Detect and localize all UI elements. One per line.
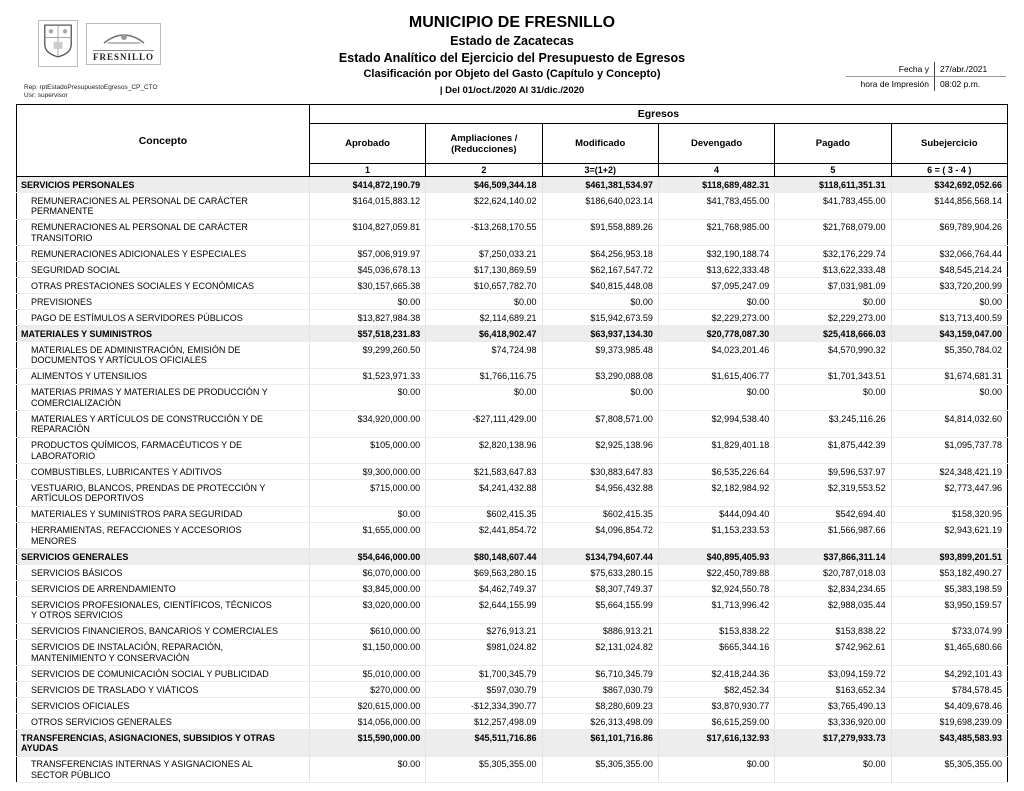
value-cell: $9,596,537.97	[775, 464, 891, 480]
print-time-value: 08:02 p.m.	[934, 77, 1006, 91]
table-row	[17, 639, 1008, 666]
value-cell: $63,937,134.30	[542, 326, 658, 342]
value-cell: $5,350,784.02	[891, 342, 1007, 369]
value-cell: $45,036,678.13	[309, 262, 425, 278]
table-row	[17, 342, 1008, 369]
value-cell: $2,988,035.44	[775, 597, 891, 624]
value-cell: $1,674,681.31	[891, 368, 1007, 384]
value-cell: $7,095,247.09	[658, 278, 774, 294]
table-row	[17, 310, 1008, 326]
value-cell: $163,652.34	[775, 682, 891, 698]
concept-cell: SERVICIOS GENERALES	[17, 549, 310, 565]
state-subtitle: Estado de Zacatecas	[450, 34, 574, 48]
value-cell: $2,441,854.72	[426, 522, 542, 549]
concept-cell: COMBUSTIBLES, LUBRICANTES Y ADITIVOS	[17, 464, 310, 480]
fresnillo-logo-text: FRESNILLO	[93, 51, 155, 62]
value-cell: $40,815,448.08	[542, 278, 658, 294]
table-row	[17, 714, 1008, 730]
value-cell: $3,290,088.08	[542, 368, 658, 384]
value-cell: $542,694.40	[775, 506, 891, 522]
table-row	[17, 193, 1008, 220]
value-cell: $4,462,749.37	[426, 581, 542, 597]
value-cell: $0.00	[658, 756, 774, 783]
concept-cell: OTROS SERVICIOS GENERALES	[17, 714, 310, 730]
value-cell: $6,710,345.79	[542, 666, 658, 682]
value-cell: $1,713,996.42	[658, 597, 774, 624]
concept-cell: SERVICIOS FINANCIEROS, BANCARIOS Y COMERCIALES	[17, 623, 310, 639]
value-cell: $20,787,018.03	[775, 565, 891, 581]
value-cell: $2,131,024.82	[542, 639, 658, 666]
value-cell: $30,883,647.83	[542, 464, 658, 480]
column-number-4: 4	[658, 164, 774, 177]
concept-cell: REMUNERACIONES AL PERSONAL DE CARÁCTER TRANSITORIO	[17, 219, 310, 246]
concept-cell: MATERIALES Y SUMINISTROS PARA SEGURIDAD	[17, 506, 310, 522]
value-cell: $3,765,490.13	[775, 698, 891, 714]
table-row	[17, 666, 1008, 682]
value-cell: $742,962.61	[775, 639, 891, 666]
concepto-column-header: Concepto	[17, 105, 310, 177]
value-cell: $0.00	[891, 384, 1007, 411]
value-cell: $32,066,764.44	[891, 246, 1007, 262]
value-cell: $22,624,140.02	[426, 193, 542, 220]
table-row	[17, 326, 1008, 342]
value-cell: $91,558,889.26	[542, 219, 658, 246]
value-cell: -$27,111,429.00	[426, 411, 542, 438]
table-row	[17, 522, 1008, 549]
value-cell: $1,095,737.78	[891, 437, 1007, 464]
value-cell: $2,994,538.40	[658, 411, 774, 438]
value-cell: $867,030.79	[542, 682, 658, 698]
value-cell: $118,611,351.31	[775, 177, 891, 193]
table-row	[17, 262, 1008, 278]
value-cell: $8,280,609.23	[542, 698, 658, 714]
municipality-logos	[38, 20, 161, 67]
table-row	[17, 506, 1008, 522]
value-cell: $74,724.98	[426, 342, 542, 369]
value-cell: $54,646,000.00	[309, 549, 425, 565]
concept-cell: REMUNERACIONES AL PERSONAL DE CARÁCTER PERMANENTE	[17, 193, 310, 220]
value-cell: $24,348,421.19	[891, 464, 1007, 480]
value-cell: $2,820,138.96	[426, 437, 542, 464]
value-cell: $13,622,333.48	[658, 262, 774, 278]
value-cell: $12,257,498.09	[426, 714, 542, 730]
value-cell: $14,056,000.00	[309, 714, 425, 730]
value-cell: $2,114,689.21	[426, 310, 542, 326]
budget-table-head	[17, 105, 1008, 177]
value-cell: $61,101,716.86	[542, 730, 658, 757]
fresnillo-emblem	[86, 23, 161, 65]
value-cell: $2,418,244.36	[658, 666, 774, 682]
concept-cell: SERVICIOS BÁSICOS	[17, 565, 310, 581]
value-cell: $6,535,226.64	[658, 464, 774, 480]
value-cell: $4,814,032.60	[891, 411, 1007, 438]
value-cell: $15,942,673.59	[542, 310, 658, 326]
value-cell: $2,229,273.00	[658, 310, 774, 326]
value-cell: $104,827,059.81	[309, 219, 425, 246]
table-row	[17, 294, 1008, 310]
column-header-devengado: Devengado	[658, 124, 774, 164]
value-cell: $4,292,101.43	[891, 666, 1007, 682]
value-cell: $20,778,087.30	[658, 326, 774, 342]
page-title: MUNICIPIO DE FRESNILLO	[408, 14, 616, 31]
table-row	[17, 623, 1008, 639]
value-cell: $0.00	[658, 384, 774, 411]
value-cell: $1,875,442.39	[775, 437, 891, 464]
value-cell: $13,622,333.48	[775, 262, 891, 278]
value-cell: $21,583,647.83	[426, 464, 542, 480]
concept-cell: ALIMENTOS Y UTENSILIOS	[17, 368, 310, 384]
value-cell: $32,190,188.74	[658, 246, 774, 262]
value-cell: $733,074.99	[891, 623, 1007, 639]
crest-icon	[43, 23, 73, 59]
value-cell: $2,924,550.78	[658, 581, 774, 597]
value-cell: $1,615,406.77	[658, 368, 774, 384]
value-cell: $2,925,138.96	[542, 437, 658, 464]
value-cell: $665,344.16	[658, 639, 774, 666]
value-cell: $75,633,280.15	[542, 565, 658, 581]
value-cell: $6,615,259.00	[658, 714, 774, 730]
value-cell: $26,313,498.09	[542, 714, 658, 730]
value-cell: $3,950,159.57	[891, 597, 1007, 624]
value-cell: $22,450,789.88	[658, 565, 774, 581]
value-cell: $3,094,159.72	[775, 666, 891, 682]
value-cell: $2,229,273.00	[775, 310, 891, 326]
value-cell: $3,336,920.00	[775, 714, 891, 730]
value-cell: $1,766,116.75	[426, 368, 542, 384]
report-header	[16, 6, 1008, 102]
value-cell: $981,024.82	[426, 639, 542, 666]
value-cell: $2,943,621.19	[891, 522, 1007, 549]
value-cell: $1,701,343.51	[775, 368, 891, 384]
value-cell: $4,023,201.46	[658, 342, 774, 369]
value-cell: $0.00	[542, 294, 658, 310]
value-cell: $886,913.21	[542, 623, 658, 639]
value-cell: $5,010,000.00	[309, 666, 425, 682]
value-cell: $43,485,583.93	[891, 730, 1007, 757]
report-id-line1: Rep: rptEstadoPresupuestoEgresos_CP_CTO	[24, 84, 158, 91]
value-cell: $0.00	[309, 384, 425, 411]
value-cell: $0.00	[309, 506, 425, 522]
value-cell: $0.00	[775, 384, 891, 411]
concept-cell: MATERIALES Y ARTÍCULOS DE CONSTRUCCIÓN Y DE REPARACIÓN	[17, 411, 310, 438]
print-date-label: Fecha y	[846, 62, 934, 77]
value-cell: $57,006,919.97	[309, 246, 425, 262]
table-row	[17, 368, 1008, 384]
value-cell: $342,692,052.66	[891, 177, 1007, 193]
value-cell: $144,856,568.14	[891, 193, 1007, 220]
value-cell: $69,563,280.15	[426, 565, 542, 581]
table-row	[17, 384, 1008, 411]
table-row	[17, 464, 1008, 480]
value-cell: $17,130,869.59	[426, 262, 542, 278]
value-cell: $32,176,229.74	[775, 246, 891, 262]
print-date-value: 27/abr./2021	[934, 62, 1006, 77]
value-cell: $1,655,000.00	[309, 522, 425, 549]
value-cell: $164,015,883.12	[309, 193, 425, 220]
value-cell: $5,305,355.00	[891, 756, 1007, 783]
value-cell: $17,279,933.73	[775, 730, 891, 757]
table-row	[17, 480, 1008, 507]
concept-cell: HERRAMIENTAS, REFACCIONES Y ACCESORIOS MENORES	[17, 522, 310, 549]
value-cell: $0.00	[891, 294, 1007, 310]
value-cell: $80,148,607.44	[426, 549, 542, 565]
value-cell: $3,845,000.00	[309, 581, 425, 597]
value-cell: $17,616,132.93	[658, 730, 774, 757]
concept-cell: OTRAS PRESTACIONES SOCIALES Y ECONÓMICAS	[17, 278, 310, 294]
value-cell: $0.00	[542, 384, 658, 411]
value-cell: $41,783,455.00	[775, 193, 891, 220]
value-cell: $0.00	[426, 384, 542, 411]
value-cell: $3,020,000.00	[309, 597, 425, 624]
concept-cell: SERVICIOS PERSONALES	[17, 177, 310, 193]
value-cell: $5,305,355.00	[426, 756, 542, 783]
table-row	[17, 219, 1008, 246]
concept-cell: SERVICIOS DE INSTALACIÓN, REPARACIÓN, MANTENIMIENTO Y CONSERVACIÓN	[17, 639, 310, 666]
table-row	[17, 698, 1008, 714]
value-cell: $41,783,455.00	[658, 193, 774, 220]
coat-of-arms	[38, 20, 78, 67]
concept-cell: MATERIAS PRIMAS Y MATERIALES DE PRODUCCIÓN Y COMERCIALIZACIÓN	[17, 384, 310, 411]
table-row	[17, 549, 1008, 565]
value-cell: $62,167,547.72	[542, 262, 658, 278]
concept-cell: SERVICIOS DE COMUNICACIÓN SOCIAL Y PUBLICIDAD	[17, 666, 310, 682]
value-cell: $1,153,233.53	[658, 522, 774, 549]
value-cell: $21,768,079.00	[775, 219, 891, 246]
value-cell: $33,720,200.99	[891, 278, 1007, 294]
concept-cell: PAGO DE ESTÍMULOS A SERVIDORES PÚBLICOS	[17, 310, 310, 326]
value-cell: $45,511,716.86	[426, 730, 542, 757]
value-cell: $4,241,432.88	[426, 480, 542, 507]
concept-cell: PREVISIONES	[17, 294, 310, 310]
value-cell: $186,640,023.14	[542, 193, 658, 220]
value-cell: $15,590,000.00	[309, 730, 425, 757]
concept-cell: MATERIALES Y SUMINISTROS	[17, 326, 310, 342]
value-cell: $602,415.35	[426, 506, 542, 522]
print-info-box	[846, 62, 1006, 91]
value-cell: $7,250,033.21	[426, 246, 542, 262]
table-row	[17, 437, 1008, 464]
value-cell: $444,094.40	[658, 506, 774, 522]
table-row	[17, 730, 1008, 757]
value-cell: $414,872,190.79	[309, 177, 425, 193]
concept-cell: SERVICIOS PROFESIONALES, CIENTÍFICOS, TÉCNICOS Y OTROS SERVICIOS	[17, 597, 310, 624]
concept-cell: SERVICIOS OFICIALES	[17, 698, 310, 714]
budget-table	[16, 104, 1008, 783]
value-cell: $153,838.22	[658, 623, 774, 639]
column-header-modificado: Modificado	[542, 124, 658, 164]
value-cell: $20,615,000.00	[309, 698, 425, 714]
value-cell: $0.00	[775, 294, 891, 310]
report-id-lines	[24, 84, 158, 100]
value-cell: $461,381,534.97	[542, 177, 658, 193]
value-cell: $6,070,000.00	[309, 565, 425, 581]
classification-line: Clasificación por Objeto del Gasto (Capítulo y Concepto)	[363, 68, 661, 80]
value-cell: $153,838.22	[775, 623, 891, 639]
value-cell: $0.00	[658, 294, 774, 310]
value-cell: $4,096,854.72	[542, 522, 658, 549]
concept-cell: TRANSFERENCIAS, ASIGNACIONES, SUBSIDIOS Y OTRAS AYUDAS	[17, 730, 310, 757]
value-cell: $5,664,155.99	[542, 597, 658, 624]
value-cell: $13,827,984.38	[309, 310, 425, 326]
value-cell: $270,000.00	[309, 682, 425, 698]
egresos-group-header: Egresos	[309, 105, 1007, 124]
value-cell: $7,031,981.09	[775, 278, 891, 294]
value-cell: $64,256,953.18	[542, 246, 658, 262]
value-cell: $3,870,930.77	[658, 698, 774, 714]
value-cell: $69,789,904.26	[891, 219, 1007, 246]
value-cell: $2,834,234.65	[775, 581, 891, 597]
value-cell: $1,150,000.00	[309, 639, 425, 666]
value-cell: $5,305,355.00	[542, 756, 658, 783]
value-cell: $30,157,665.38	[309, 278, 425, 294]
value-cell: $53,182,490.27	[891, 565, 1007, 581]
value-cell: $0.00	[309, 756, 425, 783]
table-row	[17, 177, 1008, 193]
value-cell: $715,000.00	[309, 480, 425, 507]
value-cell: $9,300,000.00	[309, 464, 425, 480]
value-cell: $82,452.34	[658, 682, 774, 698]
fresnillo-emblem-icon	[98, 27, 150, 45]
value-cell: $597,030.79	[426, 682, 542, 698]
period-line: | Del 01/oct./2020 Al 31/dic./2020	[439, 85, 585, 96]
value-cell: $158,320.95	[891, 506, 1007, 522]
value-cell: $118,689,482.31	[658, 177, 774, 193]
print-time-label: hora de Impresión	[860, 79, 929, 89]
value-cell: $48,545,214.24	[891, 262, 1007, 278]
concept-cell: MATERIALES DE ADMINISTRACIÓN, EMISIÓN DE DOCUMENTOS Y ARTÍCULOS OFICIALES	[17, 342, 310, 369]
table-row	[17, 246, 1008, 262]
value-cell: $25,418,666.03	[775, 326, 891, 342]
value-cell: $784,578.45	[891, 682, 1007, 698]
value-cell: $3,245,116.26	[775, 411, 891, 438]
concept-cell: SERVICIOS DE TRASLADO Y VIÁTICOS	[17, 682, 310, 698]
value-cell: $105,000.00	[309, 437, 425, 464]
report-id-line2: Usr: supervisor	[24, 92, 68, 99]
value-cell: $19,698,239.09	[891, 714, 1007, 730]
report-name: Estado Analítico del Ejercicio del Presupuesto de Egresos	[338, 51, 686, 65]
table-row	[17, 565, 1008, 581]
value-cell: $2,773,447.96	[891, 480, 1007, 507]
value-cell: $10,657,782.70	[426, 278, 542, 294]
value-cell: $8,307,749.37	[542, 581, 658, 597]
column-number-2: 2	[426, 164, 542, 177]
column-header-ampliaciones: Ampliaciones / (Reducciones)	[426, 124, 542, 164]
column-number-6: 6 = ( 3 - 4 )	[891, 164, 1007, 177]
table-row	[17, 581, 1008, 597]
table-row	[17, 278, 1008, 294]
value-cell: -$12,334,390.77	[426, 698, 542, 714]
concept-cell: SEGURIDAD SOCIAL	[17, 262, 310, 278]
table-row	[17, 756, 1008, 783]
value-cell: $0.00	[309, 294, 425, 310]
value-cell: $1,566,987.66	[775, 522, 891, 549]
table-row	[17, 682, 1008, 698]
concept-cell: TRANSFERENCIAS INTERNAS Y ASIGNACIONES AL SECTOR PÚBLICO	[17, 756, 310, 783]
value-cell: $276,913.21	[426, 623, 542, 639]
value-cell: $13,713,400.59	[891, 310, 1007, 326]
budget-table-body	[17, 177, 1008, 783]
value-cell: $1,465,680.66	[891, 639, 1007, 666]
value-cell: $2,182,984.92	[658, 480, 774, 507]
value-cell: $34,920,000.00	[309, 411, 425, 438]
value-cell: $4,409,678.46	[891, 698, 1007, 714]
value-cell: $1,523,971.33	[309, 368, 425, 384]
value-cell: $7,808,571.00	[542, 411, 658, 438]
value-cell: $37,866,311.14	[775, 549, 891, 565]
value-cell: $9,373,985.48	[542, 342, 658, 369]
value-cell: $2,319,553.52	[775, 480, 891, 507]
value-cell: -$13,268,170.55	[426, 219, 542, 246]
concept-cell: PRODUCTOS QUÍMICOS, FARMACÉUTICOS Y DE LABORATORIO	[17, 437, 310, 464]
value-cell: $2,644,155.99	[426, 597, 542, 624]
concept-cell: SERVICIOS DE ARRENDAMIENTO	[17, 581, 310, 597]
value-cell: $57,518,231.83	[309, 326, 425, 342]
value-cell: $4,570,990.32	[775, 342, 891, 369]
concept-cell: REMUNERACIONES ADICIONALES Y ESPECIALES	[17, 246, 310, 262]
value-cell: $6,418,902.47	[426, 326, 542, 342]
value-cell: $602,415.35	[542, 506, 658, 522]
value-cell: $4,956,432.88	[542, 480, 658, 507]
value-cell: $93,899,201.51	[891, 549, 1007, 565]
column-header-pagado: Pagado	[775, 124, 891, 164]
concept-cell: VESTUARIO, BLANCOS, PRENDAS DE PROTECCIÓN Y ARTÍCULOS DEPORTIVOS	[17, 480, 310, 507]
column-number-5: 5	[775, 164, 891, 177]
value-cell: $1,829,401.18	[658, 437, 774, 464]
column-number-3: 3=(1+2)	[542, 164, 658, 177]
value-cell: $1,700,345.79	[426, 666, 542, 682]
value-cell: $43,159,047.00	[891, 326, 1007, 342]
value-cell: $9,299,260.50	[309, 342, 425, 369]
column-header-aprobado: Aprobado	[309, 124, 425, 164]
value-cell: $21,768,985.00	[658, 219, 774, 246]
column-header-subejercicio: Subejercicio	[891, 124, 1007, 164]
value-cell: $0.00	[775, 756, 891, 783]
column-number-1: 1	[309, 164, 425, 177]
value-cell: $0.00	[426, 294, 542, 310]
value-cell: $134,794,607.44	[542, 549, 658, 565]
value-cell: $610,000.00	[309, 623, 425, 639]
value-cell: $46,509,344.18	[426, 177, 542, 193]
table-row	[17, 411, 1008, 438]
table-row	[17, 597, 1008, 624]
value-cell: $40,895,405.93	[658, 549, 774, 565]
value-cell: $5,383,198.59	[891, 581, 1007, 597]
